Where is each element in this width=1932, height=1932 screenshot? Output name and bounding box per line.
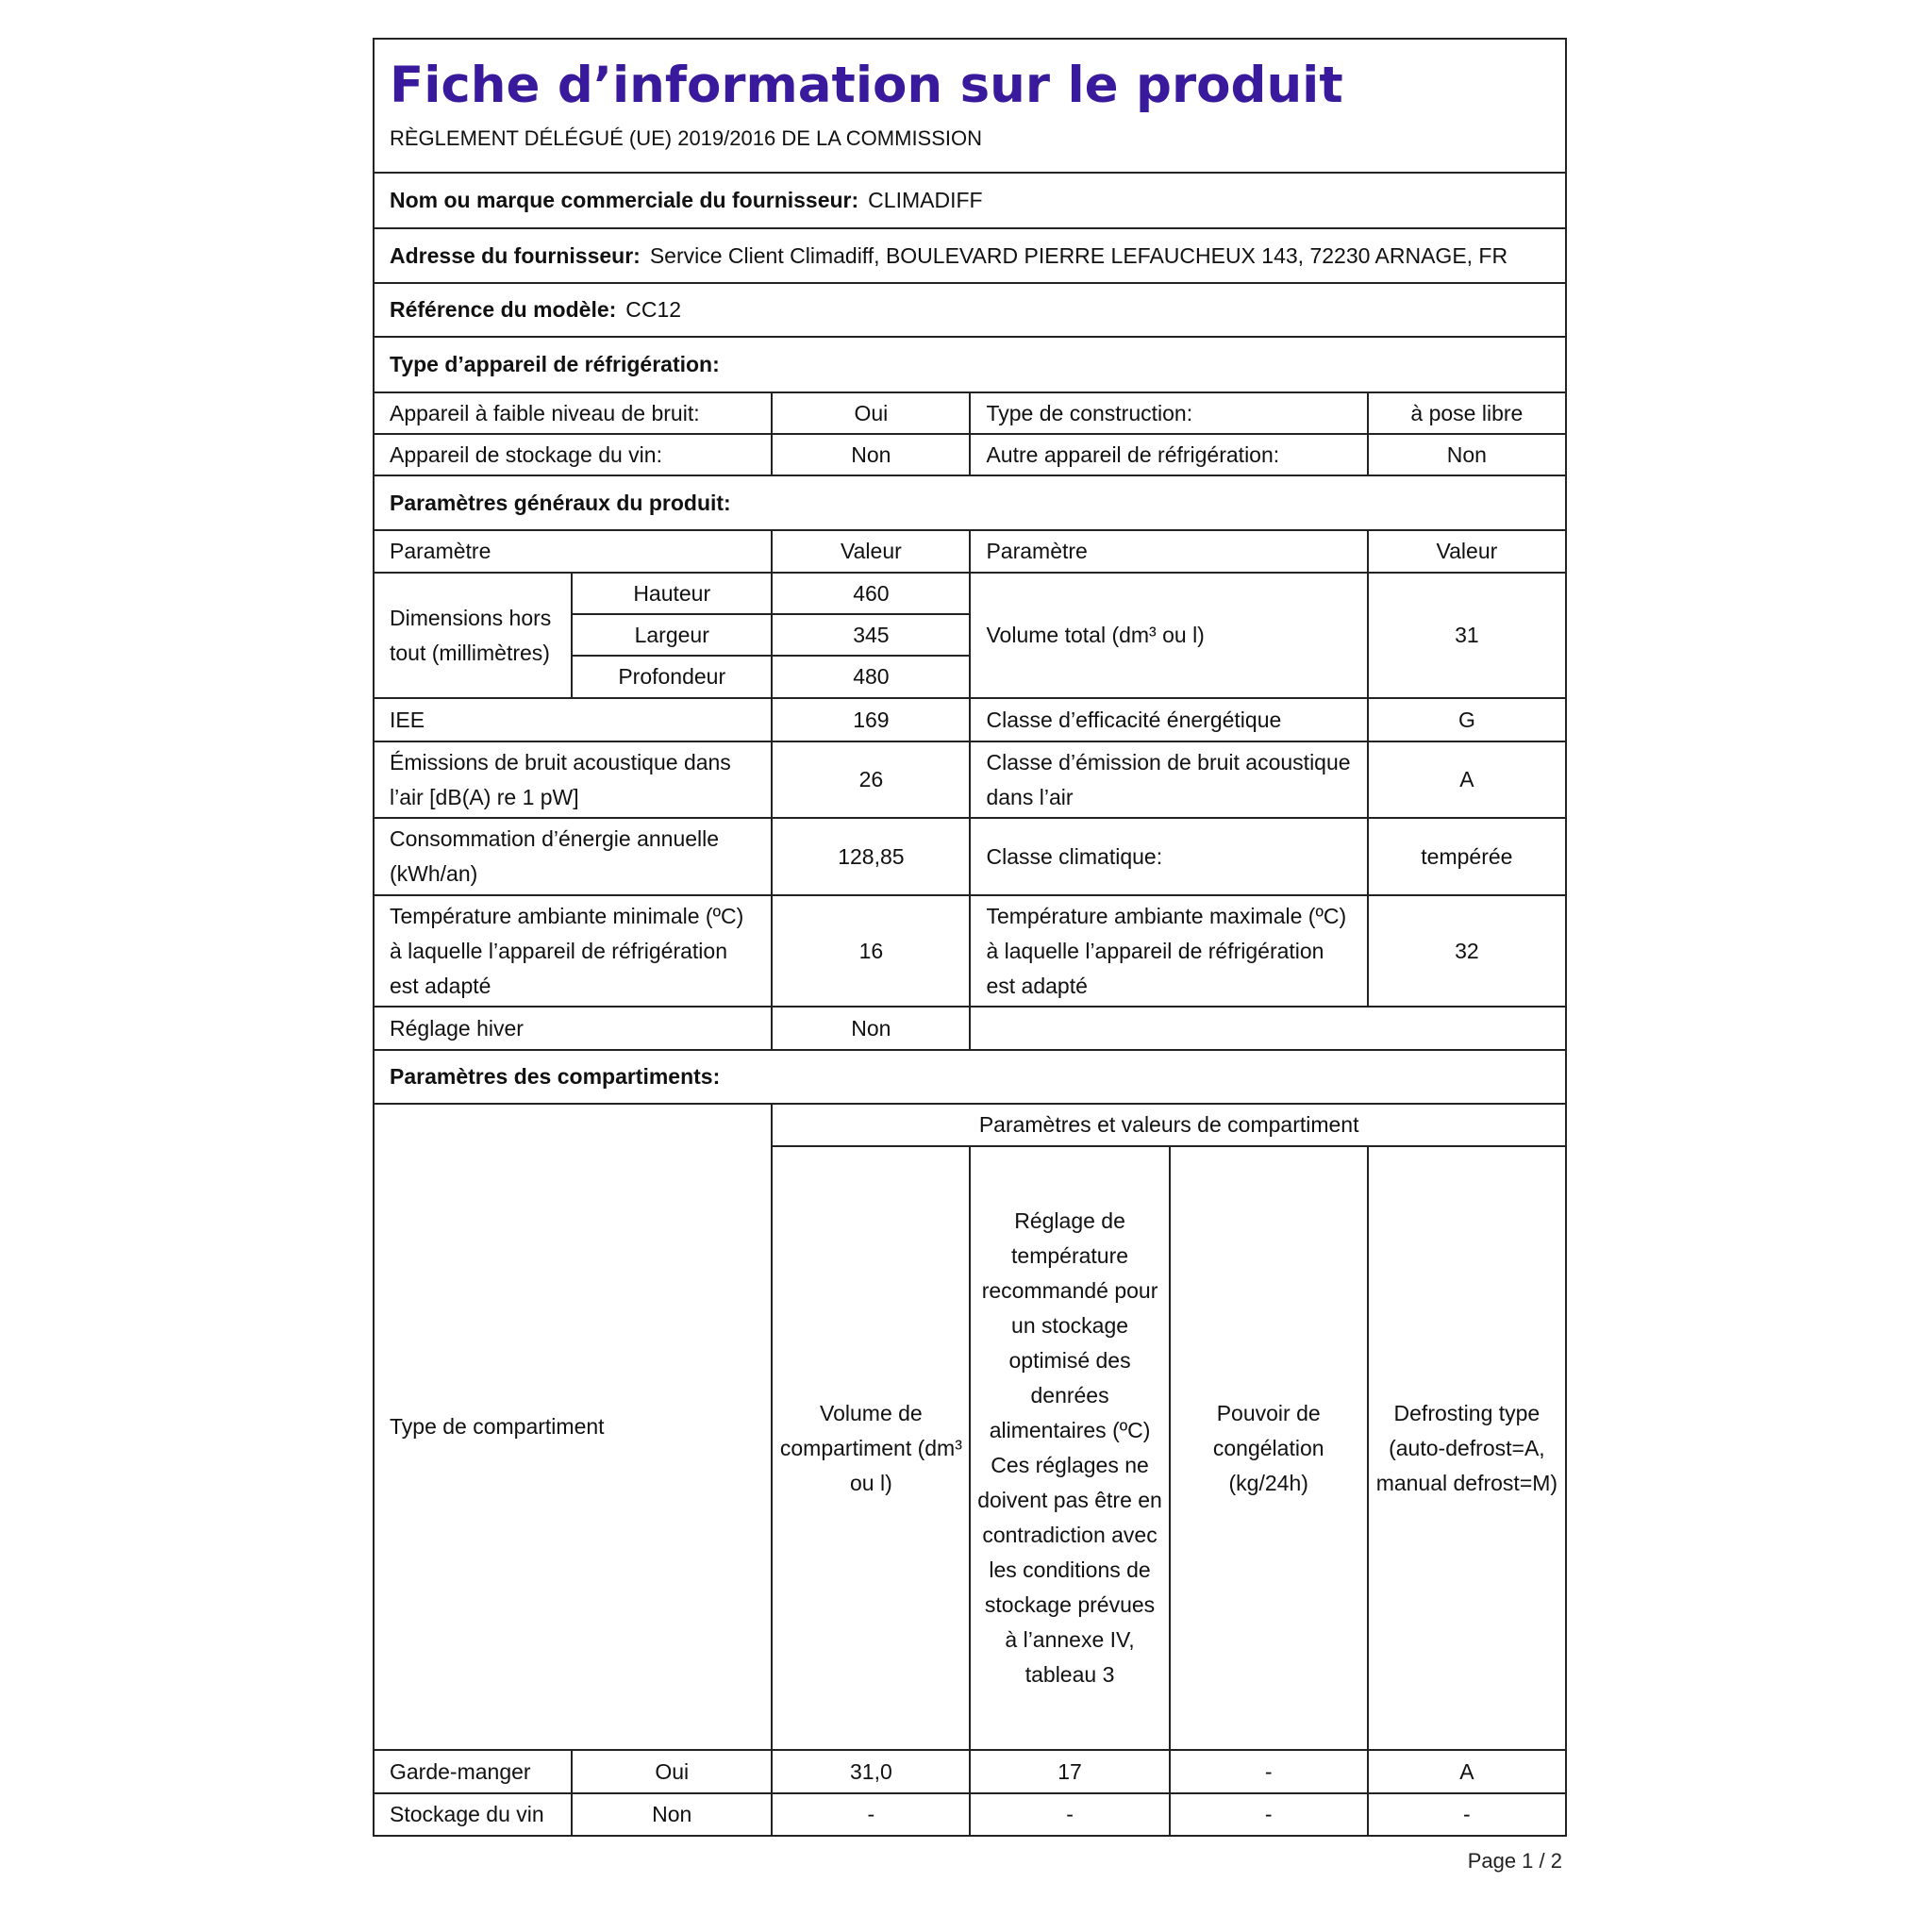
supplier-name-value: CLIMADIFF [868, 188, 983, 212]
min-temp-value: 16 [772, 895, 970, 1007]
compartment-temp: - [970, 1793, 1169, 1836]
compartment-volume: 31,0 [772, 1750, 970, 1793]
compartment-name: Stockage du vin [374, 1793, 572, 1836]
total-volume-value: 31 [1368, 573, 1566, 698]
appliance-type-heading: Type d’appareil de réfrigération: [374, 337, 1566, 392]
energy-class-value: G [1368, 698, 1566, 741]
page-number: Page 1 / 2 [1467, 1849, 1562, 1873]
compartment-freezing: - [1170, 1750, 1368, 1793]
energy-consumption-value: 128,85 [772, 818, 970, 895]
compartments-heading: Paramètres des compartiments: [374, 1050, 1566, 1104]
supplier-address-row [374, 228, 1566, 283]
product-information-sheet [373, 38, 1567, 1837]
width-label: Largeur [572, 614, 772, 656]
supplier-address-value: Service Client Climadiff, BOULEVARD PIERRE LEFAUCHEUX 143, 72230 ARNAGE, FR [649, 242, 1508, 268]
height-label: Hauteur [572, 573, 772, 614]
winter-setting-label: Réglage hiver [374, 1007, 772, 1050]
width-value: 345 [772, 614, 970, 656]
energy-class-label: Classe d’efficacité énergétique [970, 698, 1367, 741]
min-temp-label: Température ambiante minimale (ºC) à laquelle l’appareil de réfrigération est adapté [374, 895, 772, 1007]
empty-cell [970, 1007, 1566, 1050]
depth-value: 480 [772, 656, 970, 698]
iee-label: IEE [374, 698, 772, 741]
noise-emission-label: Émissions de bruit acoustique dans l’air [dB(A) re 1 pW] [374, 741, 772, 818]
compartment-freezing: - [1170, 1793, 1368, 1836]
volume-column-header: Volume de compartiment (dm³ ou l) [772, 1146, 970, 1750]
compartment-group-header: Paramètres et valeurs de compartiment [772, 1104, 1566, 1146]
value-header-right: Valeur [1368, 530, 1566, 573]
construction-type-value: à pose libre [1368, 392, 1566, 434]
compartment-defrost: - [1368, 1793, 1566, 1836]
freezing-column-header: Pouvoir de congélation (kg/24h) [1170, 1146, 1368, 1750]
iee-value: 169 [772, 698, 970, 741]
climate-class-label: Classe climatique: [970, 818, 1367, 895]
compartment-volume: - [772, 1793, 970, 1836]
page-title: Fiche d’information sur le produit [390, 57, 1343, 114]
compartment-present: Oui [572, 1750, 772, 1793]
table-row [374, 1793, 1566, 1836]
title-block [374, 39, 1566, 173]
model-reference-value: CC12 [625, 297, 682, 322]
height-value: 460 [772, 573, 970, 614]
construction-type-label: Type de construction: [970, 392, 1367, 434]
wine-storage-label: Appareil de stockage du vin: [374, 434, 772, 475]
param-header-left: Paramètre [374, 530, 772, 573]
noise-class-value: A [1368, 741, 1566, 818]
temperature-column-header: Réglage de température recommandé pour un stockage optimisé des denrées alimentaires (ºC) Ces réglages ne doivent pas être en contradiction avec les conditions de stockage prévues à l’annexe IV, tableau 3 [970, 1146, 1169, 1750]
supplier-name-label: Nom ou marque commerciale du fournisseur: [390, 188, 859, 212]
max-temp-value: 32 [1368, 895, 1566, 1007]
low-noise-label: Appareil à faible niveau de bruit: [374, 392, 772, 434]
supplier-address-label: Adresse du fournisseur: [390, 242, 641, 268]
other-appliance-label: Autre appareil de réfrigération: [970, 434, 1367, 475]
depth-label: Profondeur [572, 656, 772, 698]
winter-setting-value: Non [772, 1007, 970, 1050]
table-row [374, 1750, 1566, 1793]
compartment-present: Non [572, 1793, 772, 1836]
compartment-defrost: A [1368, 1750, 1566, 1793]
param-header-right: Paramètre [970, 530, 1367, 573]
max-temp-label: Température ambiante maximale (ºC) à laquelle l’appareil de réfrigération est adapté [970, 895, 1367, 1007]
climate-class-value: tempérée [1368, 818, 1566, 895]
value-header-left: Valeur [772, 530, 970, 573]
energy-consumption-label: Consommation d’énergie annuelle (kWh/an) [374, 818, 772, 895]
model-reference-row [374, 283, 1566, 337]
general-parameters-heading: Paramètres généraux du produit: [374, 475, 1566, 530]
compartment-temp: 17 [970, 1750, 1169, 1793]
low-noise-value: Oui [772, 392, 970, 434]
wine-storage-value: Non [772, 434, 970, 475]
defrost-column-header: Defrosting type (auto-defrost=A, manual defrost=M) [1368, 1146, 1566, 1750]
total-volume-label: Volume total (dm³ ou l) [970, 573, 1367, 698]
supplier-name-row [374, 173, 1566, 228]
noise-class-label: Classe d’émission de bruit acoustique dans l’air [970, 741, 1367, 818]
noise-emission-value: 26 [772, 741, 970, 818]
compartment-name: Garde-manger [374, 1750, 572, 1793]
model-reference-label: Référence du modèle: [390, 297, 617, 322]
regulation-reference: RÈGLEMENT DÉLÉGUÉ (UE) 2019/2016 DE LA COMMISSION [390, 126, 983, 150]
dimensions-label: Dimensions hors tout (millimètres) [374, 573, 572, 698]
other-appliance-value: Non [1368, 434, 1566, 475]
compartment-type-label: Type de compartiment [374, 1104, 772, 1750]
